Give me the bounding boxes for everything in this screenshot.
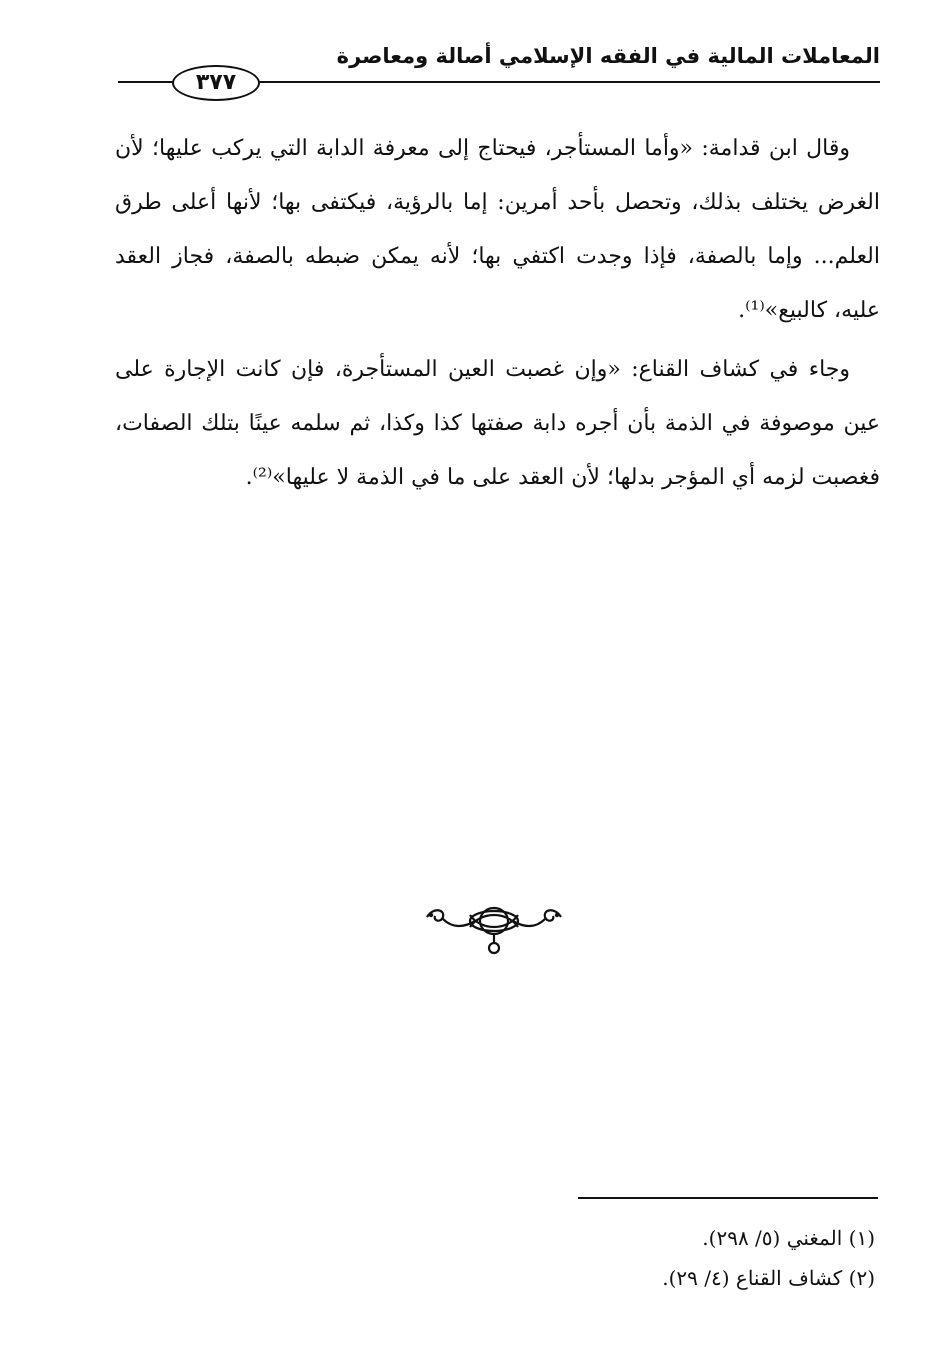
footnotes <box>662 1218 875 1298</box>
paragraph: وجاء في كشاف القناع: «وإن غصبت العين المستأجرة، فإن كانت الإجارة على عين موصوفة في الذمة بأن أجره دابة صفتها كذا وكذا، ثم سلمه عينًا بتلك الصفات، فغصبت لزمه أي المؤجر بدلها؛ لأن العقد على ما في الذمة لا عليها»⁽²⁾. <box>115 357 880 490</box>
main-text <box>115 122 880 510</box>
footnote-separator <box>578 1197 878 1199</box>
paragraph: وقال ابن قدامة: «وأما المستأجر، فيحتاج إلى معرفة الدابة التي يركب عليها؛ لأن الغرض يختلف بذلك، وتحصل بأحد أمرين: إما بالرؤية، فيكتفى بها؛ لأنها أعلى طرق العلم... وإما بالصفة، فإذا وجدت اكتفي بها؛ لأنه يمكن ضبطه بالصفة، فجاز العقد عليه، كالبيع»⁽¹⁾. <box>115 136 880 323</box>
running-title: المعاملات المالية في الفقه الإسلامي أصالة ومعاصرة <box>336 44 880 68</box>
ornament-divider-icon <box>423 905 565 963</box>
page-number-badge: ٣٧٧ <box>172 65 260 101</box>
footnote-2: (٢) كشاف القناع (٤/ ٢٩). <box>662 1266 875 1290</box>
footnote-1: (١) المغني (٥/ ٢٩٨). <box>702 1226 875 1250</box>
page-header <box>118 40 880 100</box>
